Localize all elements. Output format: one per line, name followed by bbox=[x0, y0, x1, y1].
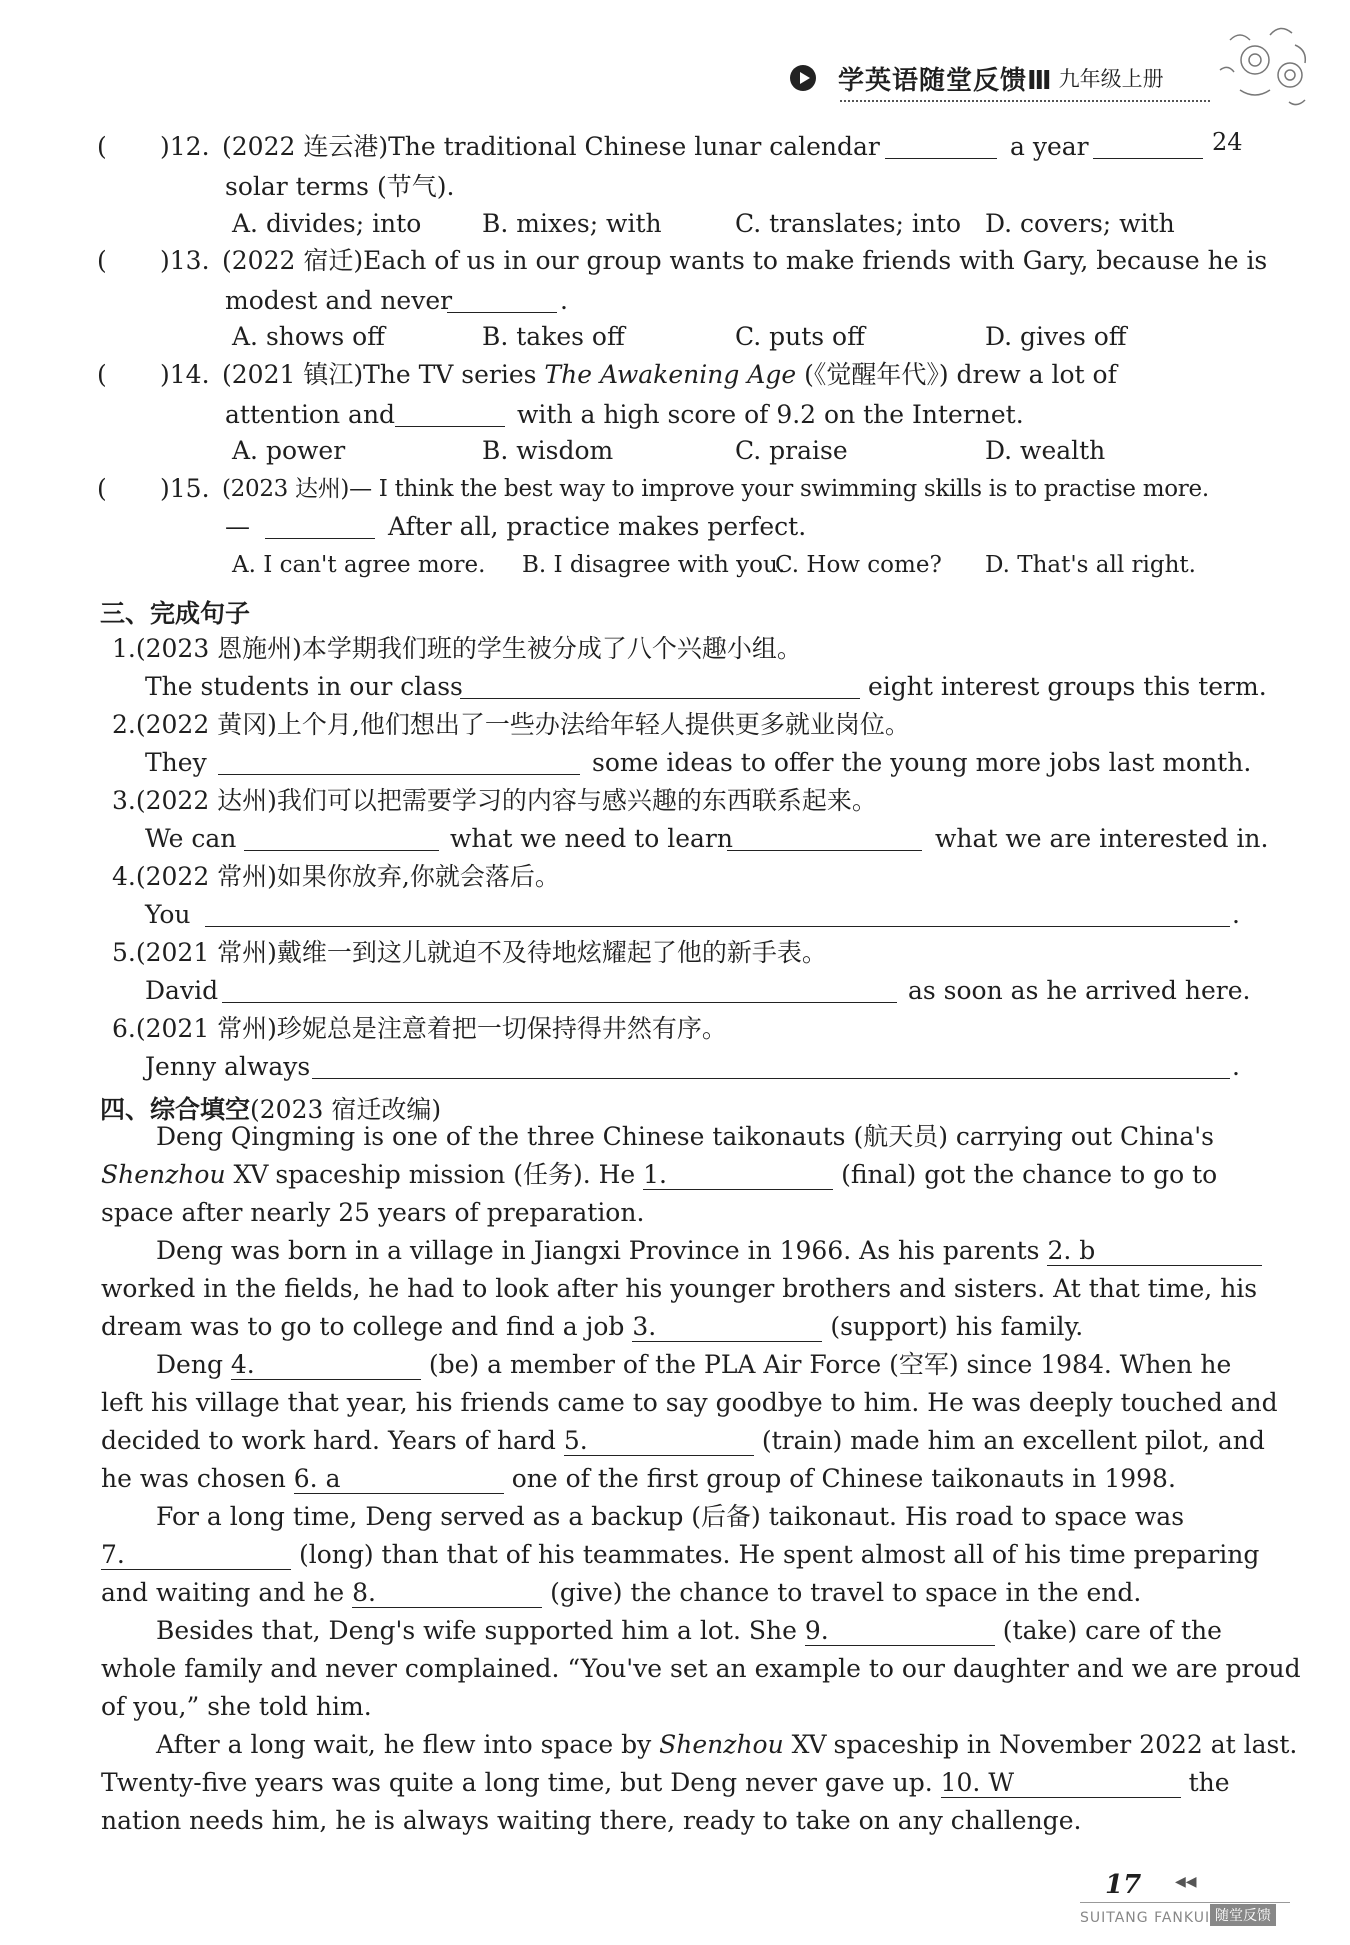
option-c[interactable]: C. puts off bbox=[735, 322, 865, 351]
option-b[interactable]: B. mixes; with bbox=[482, 209, 662, 238]
blank-6[interactable]: 6. a bbox=[294, 1465, 504, 1494]
option-a[interactable]: A. I can't agree more. bbox=[232, 552, 486, 578]
options-15 bbox=[0, 548, 1350, 582]
option-c[interactable]: C. praise bbox=[735, 436, 848, 465]
question-13: ( )13. (2022 宿迁)Each of us in our group wants to make friends with Gary, because he is bbox=[0, 244, 1350, 278]
option-d[interactable]: D. wealth bbox=[985, 436, 1106, 465]
sentence-5: David as soon as he arrived here. bbox=[145, 976, 1251, 1005]
sentence-1-chinese: 1.(2023 恩施州)本学期我们班的学生被分成了八个兴趣小组。 bbox=[112, 634, 802, 663]
sentence-4: You . bbox=[145, 900, 1240, 929]
blank-2[interactable]: 2. b bbox=[1047, 1237, 1262, 1266]
option-c[interactable]: C. How come? bbox=[775, 552, 942, 578]
sentence-3: We can what we need to learn what we are interested in. bbox=[145, 824, 1269, 853]
sentence-5-chinese: 5.(2021 常州)戴维一到这儿就迫不及待地炫耀起了他的新手表。 bbox=[112, 938, 827, 967]
option-c[interactable]: C. translates; into bbox=[735, 209, 962, 238]
sentence-3-chinese: 3.(2022 达州)我们可以把需要学习的内容与感兴趣的东西联系起来。 bbox=[112, 786, 877, 815]
side-number: 24 bbox=[1212, 128, 1243, 156]
answer-blank[interactable] bbox=[222, 976, 897, 1003]
options-14 bbox=[0, 434, 1350, 468]
blank-1[interactable]: 1. bbox=[643, 1161, 833, 1190]
option-a[interactable]: A. power bbox=[232, 436, 346, 465]
options-12 bbox=[0, 207, 1350, 241]
passage: Deng Qingming is one of the three Chinese taikonauts (航天员) carrying out China's Shenzhou XV spaceship mission (任务). He 1. (final) got the chance to go to space after nearly 25 years of preparation. Deng was born in a village in Jiangxi Province in 1966. As his parents 2. b worked in the fields, he had to look after his younger brothers and sisters. At that time, his dream was to go to college and find a job 3. (support) his family. Deng 4. (be) a member of the PLA Air Force (空军) since 1984. When he left his village that year, his friends came to say goodbye to him. He was deeply touched and decided to work hard. Years of hard 5. (train) made him an excellent pilot, and he was chosen 6. a one of the first group of Chinese taikonauts in 1998. For a long time, Deng served as a backup (后备) taikonaut. His road to space was 7. (long) than that of his teammates. He spent almost all of his time preparing and waiting and he 8. (give) the chance to travel to space in the end. Besides that, Deng's wife supported him a lot. She 9. (take) care of the whole family and never complained. “You've set an example to our daughter and we are proud of you,” she told him. After a long wait, he flew into space by Shenzhou XV spaceship in November 2022 at last. Twenty-five years was quite a long time, but Deng never gave up. 10. W the nation needs him, he is always waiting there, ready to take on any challenge. bbox=[101, 1122, 1301, 1835]
answer-blank[interactable] bbox=[885, 132, 997, 159]
option-d[interactable]: D. gives off bbox=[985, 322, 1127, 351]
option-d[interactable]: D. covers; with bbox=[985, 209, 1175, 238]
blank-4[interactable]: 4. bbox=[231, 1351, 421, 1380]
double-arrow-left-icon: ◀◀ bbox=[1175, 1874, 1197, 1890]
option-b[interactable]: B. wisdom bbox=[482, 436, 614, 465]
header-divider bbox=[840, 100, 1210, 102]
question-12: ( )12. (2022 连云港)The traditional Chinese lunar calendar a year bbox=[0, 130, 1350, 164]
answer-blank[interactable] bbox=[244, 824, 439, 851]
question-number: )12. bbox=[160, 132, 210, 161]
header-title: 学英语随堂反馈Ⅲ bbox=[838, 65, 1053, 96]
section-4-source: (2023 宿迁改编) bbox=[250, 1095, 442, 1124]
answer-blank[interactable] bbox=[1093, 132, 1203, 159]
options-13 bbox=[0, 320, 1350, 354]
blank-8[interactable]: 8. bbox=[352, 1579, 542, 1608]
option-d[interactable]: D. That's all right. bbox=[985, 552, 1196, 578]
sentence-6: Jenny always . bbox=[145, 1052, 1240, 1081]
question-number: )13. bbox=[160, 246, 210, 275]
play-icon bbox=[790, 65, 816, 91]
answer-blank[interactable] bbox=[460, 672, 860, 699]
page-number: 17 bbox=[1105, 1870, 1142, 1900]
blank-9[interactable]: 9. bbox=[805, 1617, 995, 1646]
blank-10[interactable]: 10. W bbox=[941, 1769, 1181, 1798]
blank-5[interactable]: 5. bbox=[564, 1427, 754, 1456]
sentence-2: They some ideas to offer the young more jobs last month. bbox=[145, 748, 1252, 777]
question-14: ( )14. (2021 镇江)The TV series The Awakening Age (《觉醒年代》) drew a lot of bbox=[0, 358, 1350, 392]
answer-blank[interactable] bbox=[447, 286, 557, 313]
sentence-2-chinese: 2.(2022 黄冈)上个月,他们想出了一些办法给年轻人提供更多就业岗位。 bbox=[112, 710, 910, 739]
worksheet-page: 学英语随堂反馈Ⅲ 九年级上册 24 ( )12. (2022 连云港)The traditional Chinese lunar calendar a year solar terms (节气). A. divides; into B. mixes; with C. translates; into D. covers; with ( )13. (2022 宿迁)Each of us in our group wants to make friends with Gary, because he is modest and never . A. shows off B. takes off C. puts off D. gives off ( )14. (2021 镇江)The TV series The Awakening Age (《觉醒年代》) drew a lot of attention and with a high score of 9.2 on the Internet. A. power B. wisdom C. praise D. wealth ( )15. (2023 达州)— I think the best way to improve your swimming skills is to practise more. — After all, practice makes perfect. A. I can't agree more. B. I disagree with you. C. How come? D. That's all right. 三、完成句子 1.(2023 恩施州)本学期我们班的学生被分成了八个兴趣小组。 The students in our class eight interest groups this term. 2.(2022 黄冈)上个月,他们想出了一些办法给年轻人提供更多就业岗位。 They some ideas to offer the young more jobs last month. 3.(2022 达州)我们可以把需要学习的内容与感兴趣的东西联系起来。 We can what we need to learn what we are interested in. 4.(2022 常州)如果你放弃,你就会落后。 You . 5.(2021 常州)戴维一到这儿就迫不及待地炫耀起了他的新手表。 David as soon as he arrived here. 6.(2021 常州)珍妮总是注意着把一切保持得井然有序。 Jenny always . 四、综合填空(2023 宿迁改编) Deng Qingming is one of the three Chinese taikonauts (航天员) carrying out China's Shenzhou XV spaceship mission (任务). He 1. (final) got the chance to go to space after nearly 25 years of preparation. Deng was born in a village in Jiangxi Province in 1966. As his parents 2. b worked in the fields, he had to look after his younger brothers and sisters. At that time, his dream was to go to college and find a job 3. (support) his family. Deng 4. (be) a member of the PLA Air Force (空军) since 1984. When he left his village that year, his friends came to say goodbye to him. He was deeply touched and decided to work hard. Years of hard 5. (train) made him an excellent pilot, and he was chosen 6. a one of the first group of Chinese taikonauts in 1998. For a long time, Deng served as a backup (后备) taikonaut. His road to space was 7. (long) than that of his teammates. He spent almost all of his time preparing and waiting and he 8. (give) the chance to travel to space in the end. Besides that, Deng's wife supported him a lot. She 9. (take) care of the whole family and never complained. “You've set an example to our daughter and we are proud of you,” she told him. After a long wait, he flew into space by Shenzhou XV spaceship in November 2022 at last. Twenty-five years was quite a long time, but Deng never gave up. 10. W the nation needs him, he is always waiting there, ready to take on any challenge. 17 ◀◀ SUITANG FANKUI 随堂反馈 bbox=[0, 0, 1350, 1945]
question-15: ( )15. (2023 达州)— I think the best way to improve your swimming skills is to practise more. bbox=[0, 472, 1350, 506]
option-b[interactable]: B. I disagree with you. bbox=[522, 552, 786, 578]
option-a[interactable]: A. divides; into bbox=[232, 209, 422, 238]
answer-blank[interactable] bbox=[265, 512, 375, 539]
header-grade: 九年级上册 bbox=[1058, 67, 1164, 91]
footer-badge: 随堂反馈 bbox=[1210, 1904, 1276, 1926]
option-b[interactable]: B. takes off bbox=[482, 322, 625, 351]
footer-pinyin: SUITANG FANKUI bbox=[1080, 1910, 1211, 1926]
answer-blank[interactable] bbox=[395, 400, 505, 427]
blank-3[interactable]: 3. bbox=[632, 1313, 822, 1342]
sentence-4-chinese: 4.(2022 常州)如果你放弃,你就会落后。 bbox=[112, 862, 560, 891]
footer-divider bbox=[1080, 1902, 1290, 1903]
sentence-6-chinese: 6.(2021 常州)珍妮总是注意着把一切保持得井然有序。 bbox=[112, 1014, 727, 1043]
question-number: )15. bbox=[160, 474, 210, 503]
answer-blank[interactable] bbox=[205, 900, 1230, 927]
option-a[interactable]: A. shows off bbox=[232, 322, 385, 351]
answer-blank[interactable] bbox=[727, 824, 922, 851]
flower-ornament-icon bbox=[1210, 20, 1320, 120]
question-number: )14. bbox=[160, 360, 210, 389]
section-4-title: 四、综合填空(2023 宿迁改编) bbox=[100, 1095, 442, 1124]
answer-blank[interactable] bbox=[218, 748, 580, 775]
answer-blank[interactable] bbox=[312, 1052, 1230, 1079]
page-header bbox=[790, 58, 1220, 98]
tv-series-title: The Awakening Age bbox=[544, 360, 797, 389]
section-3-title: 三、完成句子 bbox=[100, 599, 251, 628]
sentence-1: The students in our class eight interest groups this term. bbox=[145, 672, 1267, 701]
blank-7[interactable]: 7. bbox=[101, 1541, 291, 1570]
